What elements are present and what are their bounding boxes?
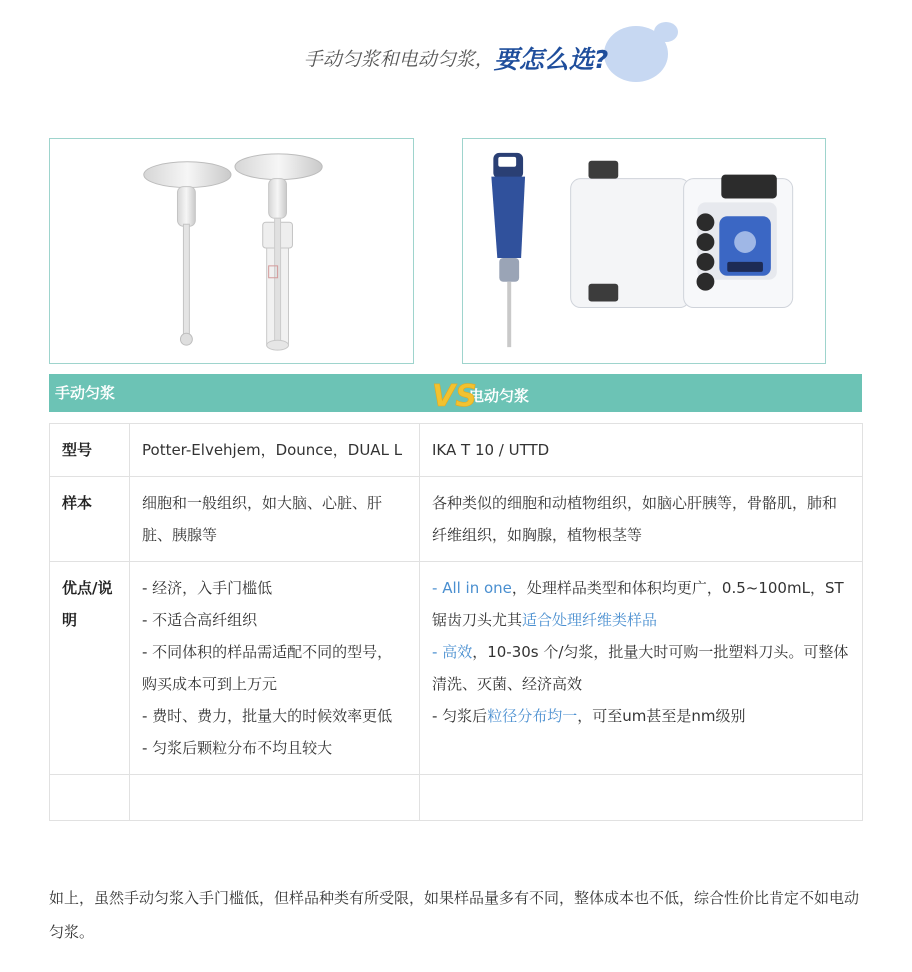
electric-homogenizer-photo	[462, 138, 826, 364]
electric-point-dash: -	[432, 643, 443, 661]
vs-text: VS	[432, 379, 477, 414]
electric-point-highlight: All in one	[442, 579, 512, 597]
electric-model-cell: IKA T 10 / UTTD	[420, 424, 863, 477]
table-row	[50, 562, 863, 775]
empty-cell	[420, 775, 863, 821]
electric-label: 电动匀浆	[469, 387, 530, 405]
decorative-bubble-small	[654, 22, 678, 42]
manual-model-cell: Potter-Elvehjem，Dounce，DUAL L	[130, 424, 420, 477]
electric-point-highlight: 粒径分布均一	[487, 707, 578, 725]
summary-paragraph: 如上，虽然手动匀浆入手门槛低，但样品种类有所受限，如果样品量多有不同，整体成本也不低，综合性价比肯定不如电动匀浆。	[49, 889, 860, 941]
electric-pros-cell	[420, 562, 863, 775]
page-title-prefix: 手动匀浆和电动匀浆，	[303, 48, 494, 71]
electric-point-text: ，处理样品类型和体积均更广，0.5~100mL，ST锯齿刀头尤其	[432, 579, 844, 629]
electric-point-text: ，可至um甚至是nm级别	[577, 707, 746, 725]
empty-cell	[50, 775, 130, 821]
row-head-pros: 优点/说明	[50, 562, 130, 775]
glass-pestle-image	[50, 139, 413, 363]
table-row-empty	[50, 775, 863, 821]
page-title	[0, 40, 912, 76]
electric-point	[432, 700, 850, 732]
electric-point-text: ，10-30s 个/匀浆，批量大时可购一批塑料刀头。可整体清洗、灭菌、经济高效	[432, 643, 849, 693]
manual-point: - 费时、费力，批量大的时候效率更低	[142, 707, 393, 725]
manual-point: - 匀浆后颗粒分布不均且较大	[142, 739, 333, 757]
electric-point-highlight: 高效	[442, 643, 473, 661]
manual-point: - 不适合高纤组织	[142, 611, 258, 629]
row-head-sample: 样本	[50, 477, 130, 562]
electric-point	[432, 636, 850, 700]
manual-point: - 不同体积的样品需适配不同的型号，购买成本可到上万元	[142, 643, 393, 693]
row-head-model: 型号	[50, 424, 130, 477]
header	[0, 0, 912, 110]
electric-point-text: - 匀浆后	[432, 707, 488, 725]
electric-sample-cell: 各种类似的细胞和动植物组织，如脑心肝胰等，骨骼肌，肺和纤维组织，如胸腺，植物根茎等	[420, 477, 863, 562]
empty-cell	[130, 775, 420, 821]
manual-label: 手动匀浆	[55, 384, 116, 402]
page-title-question: 要怎么选?	[493, 45, 609, 74]
electric-point-highlight: 适合处理纤维类样品	[522, 611, 658, 629]
table-row	[50, 477, 863, 562]
electric-point	[432, 572, 850, 636]
vs-logo	[430, 375, 486, 415]
manual-homogenizer-photo	[49, 138, 414, 364]
manual-pros-cell	[130, 562, 420, 775]
manual-point: - 经济，入手门槛低	[142, 579, 273, 597]
table-row	[50, 424, 863, 477]
manual-sample-cell: 细胞和一般组织，如大脑、心脏、肝脏、胰腺等	[130, 477, 420, 562]
comparison-table	[49, 423, 863, 821]
ika-homogenizer-image	[463, 139, 825, 363]
electric-point-dash: -	[432, 579, 443, 597]
